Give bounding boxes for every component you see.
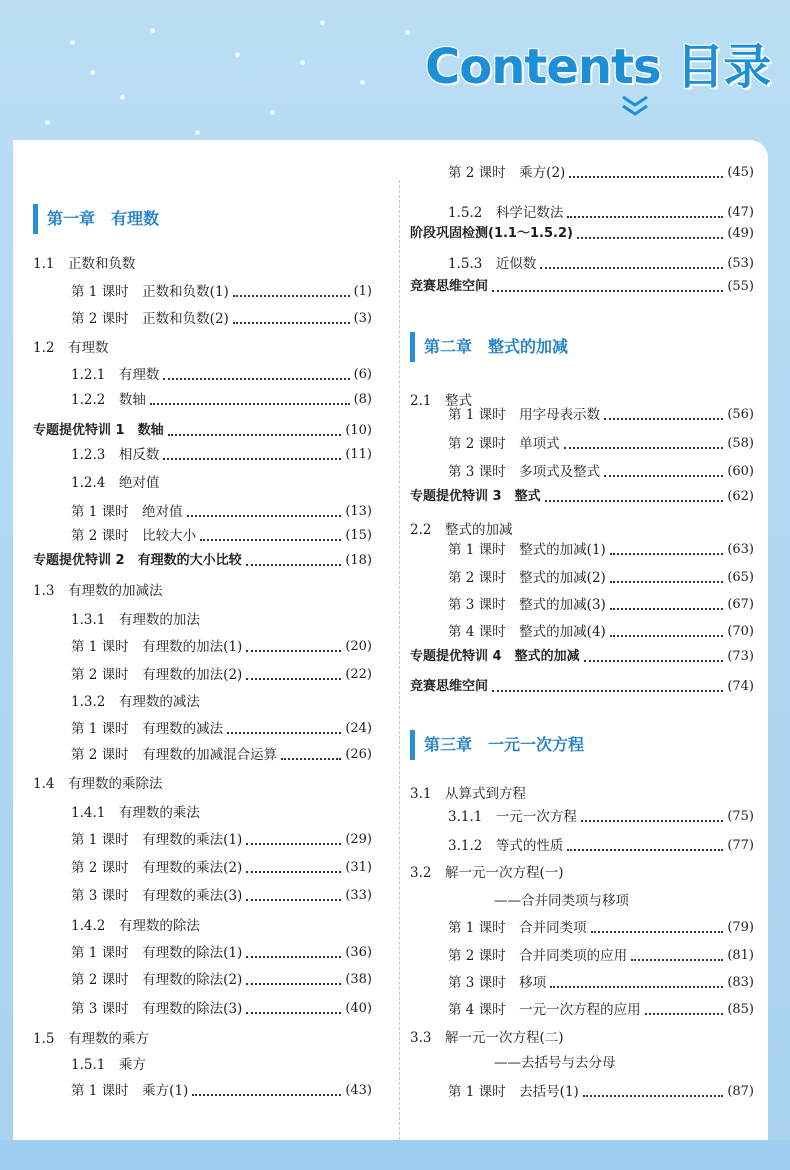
- toc-page-number: (70): [727, 624, 754, 639]
- background-dot: [90, 70, 95, 75]
- toc-page-number: (73): [727, 649, 754, 664]
- toc-special-entry[interactable]: [33, 420, 372, 442]
- dot-leader: [150, 403, 350, 405]
- toc-entry[interactable]: [71, 969, 372, 991]
- subsection-heading[interactable]: 1.5.1 乘方: [71, 1057, 146, 1073]
- dot-leader: [246, 843, 341, 845]
- background-dot: [360, 80, 365, 85]
- toc-entry[interactable]: [71, 308, 372, 330]
- dot-leader: [492, 690, 723, 692]
- section-heading[interactable]: 3.1 从算式到方程: [410, 786, 526, 802]
- toc-page-number: (8): [353, 392, 372, 407]
- toc-entry-label: 第 1 课时 有理数的减法: [71, 721, 224, 737]
- toc-page-number: (47): [727, 205, 754, 220]
- toc-entry-label: 第 1 课时 整式的加减(1): [448, 542, 606, 558]
- toc-page-number: (3): [353, 311, 372, 326]
- toc-page-number: (15): [345, 528, 372, 543]
- toc-entry-label: 1.2.3 相反数: [71, 447, 160, 463]
- toc-column-right: [398, 140, 768, 1140]
- dot-leader: [233, 295, 350, 297]
- toc-page-number: (62): [727, 489, 754, 504]
- toc-entry[interactable]: [71, 885, 372, 907]
- toc-page-number: (67): [727, 597, 754, 612]
- toc-entry-label: 专题提优特训 4 整式的加减: [410, 649, 580, 664]
- toc-entry[interactable]: [448, 202, 754, 224]
- chapter-heading: 第二章 整式的加减: [410, 332, 568, 362]
- background-dot: [45, 120, 50, 125]
- toc-entry-label: 1.5.2 科学记数法: [448, 205, 564, 221]
- toc-entry[interactable]: [71, 636, 372, 658]
- dot-leader: [246, 678, 341, 680]
- dot-leader: [610, 553, 724, 555]
- toc-entry-label: 第 1 课时 正数和负数(1): [71, 284, 229, 300]
- dot-leader: [567, 216, 723, 218]
- dot-leader: [246, 1012, 341, 1014]
- background-dot: [320, 20, 325, 25]
- toc-entry[interactable]: [448, 945, 754, 967]
- toc-entry[interactable]: [71, 718, 372, 740]
- toc-entry-label: 1.5.3 近似数: [448, 256, 537, 272]
- toc-entry[interactable]: [71, 389, 372, 411]
- toc-special-entry[interactable]: [33, 550, 372, 572]
- dot-leader: [192, 1094, 341, 1096]
- background-dot: [120, 95, 125, 100]
- dot-leader: [545, 500, 724, 502]
- toc-entry[interactable]: [71, 444, 372, 466]
- subsection-heading[interactable]: 1.4.1 有理数的乘法: [71, 805, 200, 821]
- dot-leader: [540, 267, 723, 269]
- toc-page-number: (83): [727, 975, 754, 990]
- dot-leader: [610, 608, 724, 610]
- toc-entry-label: 第 1 课时 去括号(1): [448, 1084, 579, 1100]
- section-heading[interactable]: 3.3 解一元一次方程(二): [410, 1030, 564, 1046]
- toc-page-number: (24): [345, 721, 372, 736]
- subsection-heading[interactable]: 1.2.4 绝对值: [71, 475, 160, 491]
- dot-leader: [610, 635, 724, 637]
- background-dot: [235, 52, 240, 57]
- toc-entry[interactable]: [71, 1080, 372, 1102]
- dot-leader: [246, 871, 341, 873]
- toc-entry-label: 专题提优特训 2 有理数的大小比较: [33, 553, 242, 568]
- toc-entry[interactable]: [71, 525, 372, 547]
- toc-entry-label: 第 2 课时 单项式: [448, 436, 560, 452]
- toc-column-left: [13, 140, 388, 1140]
- dot-leader: [581, 820, 723, 822]
- dot-leader: [604, 418, 723, 420]
- toc-entry-label: 第 1 课时 有理数的除法(1): [71, 945, 243, 961]
- toc-entry-label: 第 1 课时 有理数的加法(1): [71, 639, 243, 655]
- toc-page-number: (79): [727, 920, 754, 935]
- toc-entry-label: 第 3 课时 移项: [448, 975, 547, 991]
- toc-entry-label: 第 1 课时 合并同类项: [448, 920, 587, 936]
- toc-entry[interactable]: [71, 998, 372, 1020]
- section-heading[interactable]: 2.1 整式: [410, 393, 472, 409]
- toc-entry[interactable]: [71, 281, 372, 303]
- dot-leader: [583, 1095, 724, 1097]
- background-dot: [405, 30, 410, 35]
- toc-page-number: (58): [727, 436, 754, 451]
- toc-entry-label: 专题提优特训 1 数轴: [33, 423, 164, 438]
- dot-leader: [281, 758, 341, 760]
- dot-leader: [168, 434, 342, 436]
- dot-leader: [233, 322, 350, 324]
- dot-leader: [163, 378, 349, 380]
- toc-entry-label: 专题提优特训 3 整式: [410, 489, 541, 504]
- toc-entry-label: 第 3 课时 整式的加减(3): [448, 597, 606, 613]
- toc-entry[interactable]: [448, 835, 754, 857]
- section-heading[interactable]: 2.2 整式的加减: [410, 522, 513, 538]
- toc-entry-label: 第 1 课时 绝对值: [71, 504, 183, 520]
- dot-leader: [227, 732, 341, 734]
- dot-leader: [246, 956, 341, 958]
- toc-entry-label: 第 2 课时 正数和负数(2): [71, 311, 229, 327]
- section-heading[interactable]: 1.1 正数和负数: [33, 256, 136, 272]
- toc-entry[interactable]: [448, 917, 754, 939]
- toc-entry[interactable]: [71, 857, 372, 879]
- toc-page-number: (74): [727, 679, 754, 694]
- dot-leader: [246, 564, 342, 566]
- toc-special-entry[interactable]: [410, 486, 754, 508]
- background-dot: [300, 60, 305, 65]
- toc-entry-label: 竞赛思维空间: [410, 679, 489, 694]
- subsection-heading[interactable]: 1.3.2 有理数的减法: [71, 694, 200, 710]
- toc-page-number: (77): [727, 838, 754, 853]
- toc-entry-label: 第 3 课时 多项式及整式: [448, 464, 601, 480]
- toc-entry[interactable]: [71, 364, 372, 386]
- toc-entry-label: 1.2.2 数轴: [71, 392, 146, 408]
- toc-entry[interactable]: [448, 594, 754, 616]
- toc-entry[interactable]: [71, 744, 372, 766]
- toc-page-number: (65): [727, 570, 754, 585]
- toc-page-number: (22): [345, 667, 372, 682]
- toc-special-entry[interactable]: [410, 223, 754, 245]
- dot-leader: [246, 983, 341, 985]
- section-subtitle: ——合并同类项与移项: [494, 893, 629, 909]
- toc-entry-label: 第 3 课时 有理数的乘法(3): [71, 888, 243, 904]
- toc-page-number: (36): [345, 945, 372, 960]
- toc-entry-label: 阶段巩固检测(1.1～1.5.2): [410, 226, 573, 241]
- toc-page-number: (43): [345, 1083, 372, 1098]
- toc-entry-label: 第 2 课时 有理数的除法(2): [71, 972, 243, 988]
- toc-entry-label: 第 2 课时 有理数的加法(2): [71, 667, 243, 683]
- toc-page-number: (55): [727, 279, 754, 294]
- chapter-heading: 第一章 有理数: [33, 204, 159, 234]
- toc-page-number: (38): [345, 972, 372, 987]
- toc-entry[interactable]: [71, 501, 372, 523]
- section-heading[interactable]: 1.2 有理数: [33, 340, 109, 356]
- dot-leader: [645, 1013, 724, 1015]
- subsection-heading[interactable]: 1.3.1 有理数的加法: [71, 612, 200, 628]
- toc-page-number: (31): [345, 860, 372, 875]
- toc-entry[interactable]: [448, 539, 754, 561]
- toc-page-number: (81): [727, 948, 754, 963]
- toc-special-entry[interactable]: [410, 676, 754, 698]
- toc-entry-label: 第 3 课时 有理数的除法(3): [71, 1001, 243, 1017]
- dot-leader: [591, 931, 724, 933]
- dot-leader: [492, 290, 723, 292]
- toc-page-number: (60): [727, 464, 754, 479]
- background-dot: [150, 28, 155, 33]
- toc-special-entry[interactable]: [410, 276, 754, 298]
- toc-entry[interactable]: [71, 829, 372, 851]
- toc-page-number: (6): [353, 367, 372, 382]
- toc-entry[interactable]: [448, 806, 754, 828]
- dot-leader: [200, 539, 341, 541]
- toc-page-number: (33): [345, 888, 372, 903]
- chapter-heading: 第三章 一元一次方程: [410, 730, 584, 760]
- toc-entry[interactable]: [71, 664, 372, 686]
- toc-entry-label: 第 2 课时 有理数的加减混合运算: [71, 747, 278, 763]
- toc-panel: [13, 140, 768, 1140]
- toc-entry[interactable]: [448, 461, 754, 483]
- toc-page-number: (49): [727, 226, 754, 241]
- background-dot: [70, 40, 75, 45]
- toc-entry-label: 第 1 课时 乘方(1): [71, 1083, 189, 1099]
- toc-page-number: (63): [727, 542, 754, 557]
- toc-page-number: (56): [727, 407, 754, 422]
- dot-leader: [163, 458, 341, 460]
- section-heading[interactable]: 3.2 解一元一次方程(一): [410, 865, 564, 881]
- toc-page-number: (10): [345, 423, 372, 438]
- toc-entry-label: 3.1.2 等式的性质: [448, 838, 564, 854]
- toc-page-number: (85): [727, 1002, 754, 1017]
- dot-leader: [577, 237, 723, 239]
- dot-leader: [567, 849, 723, 851]
- toc-page-number: (1): [353, 284, 372, 299]
- footer-strip: [0, 1140, 790, 1170]
- background-dot: [195, 130, 200, 135]
- dot-leader: [187, 515, 342, 517]
- toc-entry[interactable]: [448, 1081, 754, 1103]
- toc-entry-label: 1.2.1 有理数: [71, 367, 160, 383]
- toc-entry-label: 第 2 课时 有理数的乘法(2): [71, 860, 243, 876]
- toc-entry-label: 竞赛思维空间: [410, 279, 489, 294]
- toc-entry-label: 第 4 课时 整式的加减(4): [448, 624, 606, 640]
- toc-entry-label: 第 2 课时 合并同类项的应用: [448, 948, 628, 964]
- double-chevron-down-icon: [620, 94, 650, 118]
- toc-page-number: (13): [345, 504, 372, 519]
- toc-entry-label: 第 2 课时 整式的加减(2): [448, 570, 606, 586]
- toc-page-number: (20): [345, 639, 372, 654]
- toc-entry[interactable]: [448, 253, 754, 275]
- dot-leader: [564, 447, 724, 449]
- background-dot: [270, 110, 275, 115]
- toc-page-number: (87): [727, 1084, 754, 1099]
- dot-leader: [246, 650, 341, 652]
- toc-entry[interactable]: [71, 942, 372, 964]
- toc-page-number: (26): [345, 747, 372, 762]
- toc-entry[interactable]: [448, 972, 754, 994]
- toc-entry-label: 3.1.1 一元一次方程: [448, 809, 577, 825]
- toc-special-entry[interactable]: [410, 646, 754, 668]
- toc-entry[interactable]: [448, 433, 754, 455]
- dot-leader: [604, 475, 723, 477]
- toc-entry[interactable]: [448, 162, 754, 184]
- dot-leader: [610, 581, 724, 583]
- toc-page-number: (29): [345, 832, 372, 847]
- dot-leader: [584, 660, 724, 662]
- toc-entry[interactable]: [448, 999, 754, 1021]
- toc-page-number: (11): [345, 447, 372, 462]
- toc-entry[interactable]: [448, 621, 754, 643]
- toc-entry-label: 第 1 课时 有理数的乘法(1): [71, 832, 243, 848]
- section-heading[interactable]: 1.3 有理数的加减法: [33, 583, 163, 599]
- dot-leader: [246, 899, 341, 901]
- toc-entry-label: 第 2 课时 比较大小: [71, 528, 197, 544]
- toc-entry-label: 第 1 课时 用字母表示数: [448, 407, 601, 423]
- section-heading[interactable]: 1.5 有理数的乘方: [33, 1031, 149, 1047]
- toc-entry-label: 第 4 课时 一元一次方程的应用: [448, 1002, 641, 1018]
- dot-leader: [550, 986, 723, 988]
- toc-page-number: (53): [727, 256, 754, 271]
- toc-page-number: (45): [727, 165, 754, 180]
- toc-entry-label: 第 2 课时 乘方(2): [448, 165, 566, 181]
- dot-leader: [569, 176, 723, 178]
- toc-entry[interactable]: [448, 404, 754, 426]
- dot-leader: [631, 959, 723, 961]
- section-heading[interactable]: 1.4 有理数的乘除法: [33, 776, 163, 792]
- toc-page-number: (18): [345, 553, 372, 568]
- toc-page-number: (75): [727, 809, 754, 824]
- section-subtitle: ——去括号与去分母: [494, 1055, 616, 1071]
- contents-title: Contents 目录: [425, 39, 771, 95]
- toc-entry[interactable]: [448, 567, 754, 589]
- toc-page-number: (40): [345, 1001, 372, 1016]
- subsection-heading[interactable]: 1.4.2 有理数的除法: [71, 918, 200, 934]
